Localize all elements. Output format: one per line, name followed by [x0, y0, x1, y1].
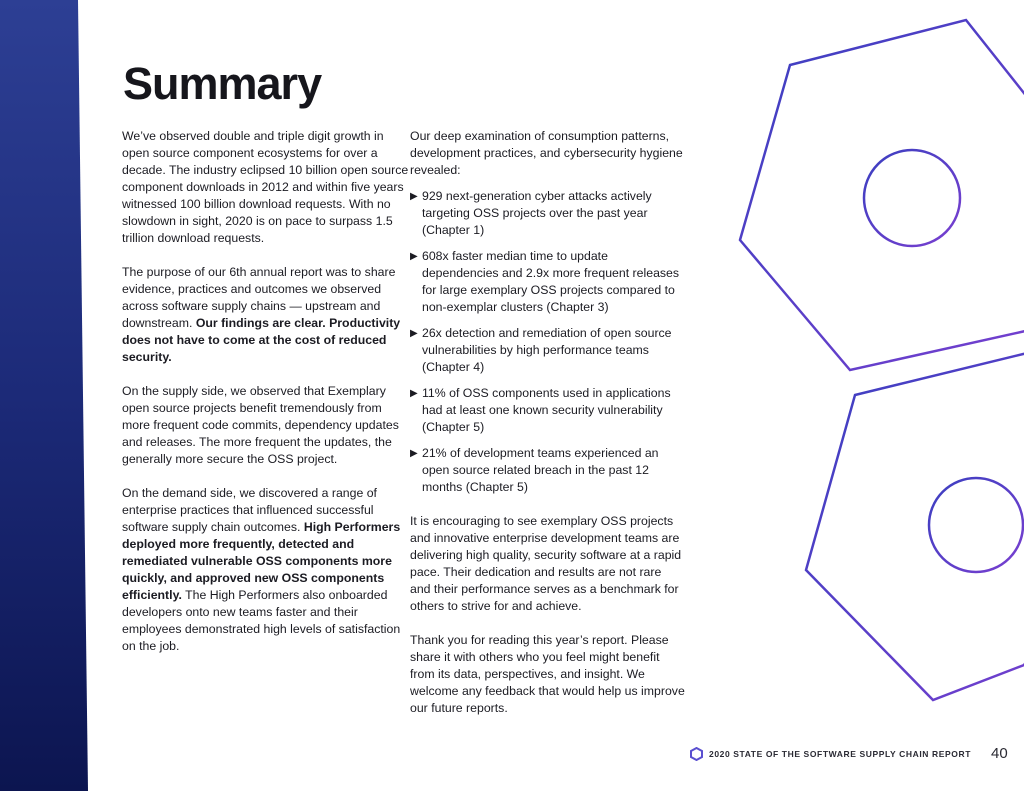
- right-column: [410, 128, 685, 734]
- bullet-text: 11% of OSS components used in applications had at least one known security vulnerability (Chapter 5): [422, 386, 671, 434]
- paragraph: It is encouraging to see exemplary OSS projects and innovative enterprise development teams are delivering high quality, security software at a rapid pace. Their dedication and results are not rare and their performance serves as a benchmark for others to strive for and achieve.: [410, 514, 682, 613]
- paragraph: On the supply side, we observed that Exemplary open source projects benefit tremendously from more frequent code commits, dependency updates and releases. The more frequent the updates, the generally more secure the OSS project.: [122, 384, 399, 466]
- bullet-item: [410, 385, 685, 436]
- report-title: 2020 STATE OF THE SOFTWARE SUPPLY CHAIN REPORT: [709, 748, 972, 759]
- paragraph: [122, 264, 412, 366]
- paragraph: We’ve observed double and triple digit growth in open source component ecosystems for over a decade. The industry eclipsed 10 billion open source component downloads in 2012 and within five years witnessed 100 billion download requests. With no slowdown in sight, 2020 is on pace to surpass 1.5 trillion download requests.: [122, 129, 409, 245]
- bullet-item: [410, 188, 685, 239]
- bullet-item: [410, 248, 685, 316]
- hexagon-logo-icon: [690, 747, 703, 761]
- triangle-bullet-icon: ▶: [410, 448, 418, 459]
- page-title: Summary: [123, 58, 322, 109]
- page-number: 40: [991, 745, 1008, 762]
- triangle-bullet-icon: ▶: [410, 328, 418, 339]
- bullet-text: 26x detection and remediation of open source vulnerabilities by high performance teams (Chapter 4): [422, 326, 672, 374]
- paragraph: [122, 485, 412, 655]
- left-column: [122, 128, 412, 672]
- paragraph: Our deep examination of consumption patterns, development practices, and cybersecurity hygiene revealed:: [410, 129, 683, 177]
- bold-text: High Performers deployed more frequently, detected and remediated vulnerable OSS components more quickly, and approved new OSS components efficiently.: [122, 520, 401, 602]
- paragraph: Thank you for reading this year’s report. Please share it with others who you feel might benefit from its data, perspectives, and insight. We welcome any feedback that would help us improve our future reports.: [410, 633, 685, 715]
- triangle-bullet-icon: ▶: [410, 388, 418, 399]
- text: The High Performers also onboarded developers onto new teams faster and their employees demonstrated high levels of satisfaction on the job.: [122, 588, 401, 653]
- hexagon-outline: [740, 20, 1024, 370]
- bullet-item: [410, 325, 685, 376]
- text: On the demand side, we discovered a range of enterprise practices that influenced successful software supply chain outcomes.: [122, 486, 377, 534]
- footer: [690, 745, 1008, 762]
- hexagon-outline: [806, 345, 1024, 700]
- bullet-text: 21% of development teams experienced an open source related breach in the past 12 months (Chapter 5): [422, 446, 659, 494]
- bullet-item: [410, 445, 685, 496]
- circle-outline: [929, 478, 1023, 572]
- text: The purpose of our 6th annual report was to share evidence, practices and outcomes we observed across software supply chains — upstream and downstream.: [122, 265, 396, 330]
- bold-text: Our findings are clear. Productivity does not have to come at the cost of reduced security.: [122, 316, 401, 364]
- bullet-text: 608x faster median time to update dependencies and 2.9x more frequent releases for large exemplary OSS projects compared to non-exemplar clusters (Chapter 3): [422, 249, 680, 314]
- circle-outline: [864, 150, 960, 246]
- bullet-text: 929 next-generation cyber attacks actively targeting OSS projects over the past year (Chapter 1): [422, 189, 652, 237]
- triangle-bullet-icon: ▶: [410, 191, 418, 202]
- triangle-bullet-icon: ▶: [410, 251, 418, 262]
